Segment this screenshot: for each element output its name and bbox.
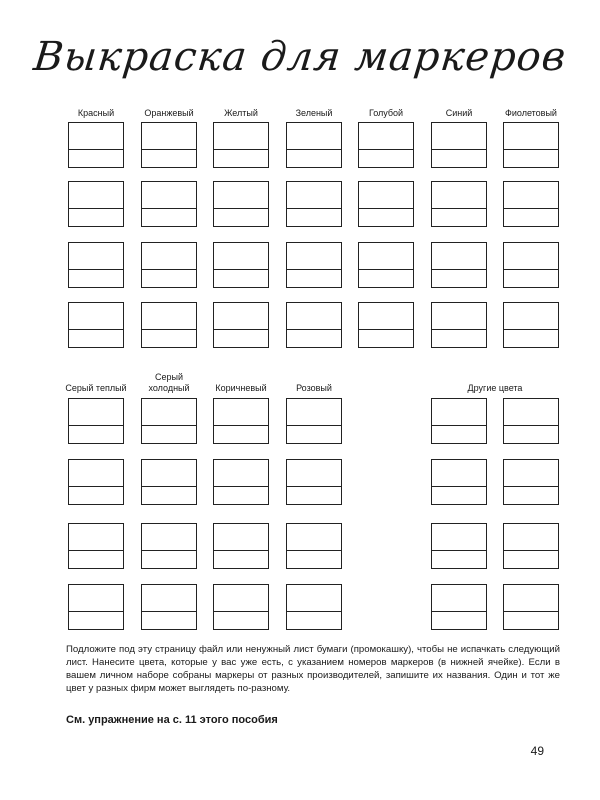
swatch-cell[interactable] <box>286 523 342 569</box>
swatch-divider <box>432 149 486 150</box>
swatch-cell[interactable] <box>213 181 269 227</box>
column-label-cool-gray: Серый холодный <box>148 372 190 393</box>
column-label-orange: Оранжевый <box>144 108 194 118</box>
swatch-divider <box>504 329 558 330</box>
swatch-divider <box>432 329 486 330</box>
swatch-divider <box>287 425 341 426</box>
swatch-divider <box>504 550 558 551</box>
swatch-cell[interactable] <box>503 523 559 569</box>
swatch-cell[interactable] <box>68 523 124 569</box>
instructions-note: Подложите под эту страницу файл или ненужный лист бумаги (промокашку), чтобы не испачкать следующий лист. Нанесите цвета, которые у вас уже есть, с указанием номеров маркеров (в нижней ячейке). Если в вашем личном наборе собраны маркеры от разных производителей, запишите их названия. Один и тот же цвет у разных фирм может выглядеть по-разному. <box>66 644 560 694</box>
swatch-divider <box>287 550 341 551</box>
swatch-cell[interactable] <box>503 398 559 444</box>
swatch-divider <box>69 269 123 270</box>
swatch-cell[interactable] <box>213 584 269 630</box>
swatch-cell[interactable] <box>141 181 197 227</box>
swatch-cell[interactable] <box>503 242 559 288</box>
swatch-divider <box>214 550 268 551</box>
swatch-cell[interactable] <box>431 523 487 569</box>
swatch-divider <box>69 329 123 330</box>
swatch-divider <box>359 149 413 150</box>
swatch-cell[interactable] <box>431 242 487 288</box>
swatch-divider <box>432 611 486 612</box>
swatch-divider <box>69 611 123 612</box>
swatch-divider <box>142 149 196 150</box>
swatch-divider <box>287 208 341 209</box>
swatch-divider <box>214 149 268 150</box>
swatch-divider <box>359 269 413 270</box>
swatch-cell[interactable] <box>358 302 414 348</box>
column-label-brown: Коричневый <box>215 383 267 393</box>
swatch-divider <box>504 425 558 426</box>
swatch-cell[interactable] <box>141 459 197 505</box>
swatch-cell[interactable] <box>286 398 342 444</box>
page-number: 49 <box>530 744 544 758</box>
swatch-divider <box>287 486 341 487</box>
swatch-cell[interactable] <box>213 302 269 348</box>
swatch-divider <box>359 329 413 330</box>
swatch-cell[interactable] <box>68 242 124 288</box>
swatch-cell[interactable] <box>68 584 124 630</box>
swatch-divider <box>214 269 268 270</box>
swatch-cell[interactable] <box>141 523 197 569</box>
swatch-cell[interactable] <box>141 584 197 630</box>
swatch-divider <box>504 149 558 150</box>
swatch-cell[interactable] <box>68 302 124 348</box>
swatch-divider <box>214 208 268 209</box>
swatch-divider <box>287 149 341 150</box>
swatch-cell[interactable] <box>503 302 559 348</box>
column-label-other-colors: Другие цвета <box>467 383 523 393</box>
swatch-divider <box>69 550 123 551</box>
swatch-divider <box>69 149 123 150</box>
column-label-warm-gray: Серый теплый <box>65 383 127 393</box>
swatch-cell[interactable] <box>68 181 124 227</box>
swatch-cell[interactable] <box>431 302 487 348</box>
swatch-cell[interactable] <box>431 122 487 168</box>
swatch-divider <box>432 269 486 270</box>
swatch-divider <box>504 611 558 612</box>
swatch-cell[interactable] <box>503 181 559 227</box>
swatch-cell[interactable] <box>68 398 124 444</box>
swatch-cell[interactable] <box>503 584 559 630</box>
page-title: Выкраска для маркеров <box>31 34 569 80</box>
swatch-cell[interactable] <box>286 459 342 505</box>
swatch-divider <box>504 269 558 270</box>
swatch-divider <box>287 611 341 612</box>
swatch-cell[interactable] <box>141 122 197 168</box>
column-label-red: Красный <box>77 108 115 118</box>
swatch-cell[interactable] <box>431 181 487 227</box>
swatch-cell[interactable] <box>286 181 342 227</box>
swatch-divider <box>142 208 196 209</box>
swatch-divider <box>69 208 123 209</box>
swatch-divider <box>504 208 558 209</box>
swatch-cell[interactable] <box>431 459 487 505</box>
swatch-divider <box>287 269 341 270</box>
exercise-reference: См. упражнение на с. 11 этого пособия <box>66 714 278 726</box>
column-label-pink: Розовый <box>296 383 332 393</box>
swatch-cell[interactable] <box>213 122 269 168</box>
swatch-divider <box>142 425 196 426</box>
swatch-cell[interactable] <box>286 302 342 348</box>
swatch-cell[interactable] <box>213 459 269 505</box>
swatch-divider <box>432 550 486 551</box>
swatch-divider <box>214 425 268 426</box>
swatch-divider <box>69 486 123 487</box>
swatch-divider <box>359 208 413 209</box>
swatch-divider <box>214 611 268 612</box>
swatch-cell[interactable] <box>358 242 414 288</box>
swatch-divider <box>432 425 486 426</box>
swatch-cell[interactable] <box>141 398 197 444</box>
swatch-cell[interactable] <box>286 584 342 630</box>
swatch-cell[interactable] <box>213 523 269 569</box>
swatch-cell[interactable] <box>431 398 487 444</box>
swatch-divider <box>69 425 123 426</box>
swatch-divider <box>432 486 486 487</box>
swatch-divider <box>504 486 558 487</box>
swatch-cell[interactable] <box>68 459 124 505</box>
swatch-divider <box>214 329 268 330</box>
swatch-divider <box>142 269 196 270</box>
column-label-lightblue: Голубой <box>368 108 404 118</box>
column-label-blue: Синий <box>445 108 473 118</box>
swatch-divider <box>142 611 196 612</box>
swatch-divider <box>432 208 486 209</box>
swatch-cell[interactable] <box>358 181 414 227</box>
swatch-cell[interactable] <box>213 398 269 444</box>
swatch-cell[interactable] <box>68 122 124 168</box>
swatch-cell[interactable] <box>503 122 559 168</box>
swatch-cell[interactable] <box>358 122 414 168</box>
swatch-divider <box>214 486 268 487</box>
swatch-cell[interactable] <box>286 122 342 168</box>
column-label-green: Зеленый <box>295 108 333 118</box>
swatch-cell[interactable] <box>286 242 342 288</box>
swatch-divider <box>287 329 341 330</box>
swatch-cell[interactable] <box>141 302 197 348</box>
swatch-divider <box>142 486 196 487</box>
swatch-cell[interactable] <box>503 459 559 505</box>
swatch-cell[interactable] <box>213 242 269 288</box>
swatch-cell[interactable] <box>141 242 197 288</box>
column-label-violet: Фиолетовый <box>505 108 557 118</box>
swatch-divider <box>142 550 196 551</box>
swatch-divider <box>142 329 196 330</box>
column-label-yellow: Желтый <box>224 108 258 118</box>
swatch-cell[interactable] <box>431 584 487 630</box>
